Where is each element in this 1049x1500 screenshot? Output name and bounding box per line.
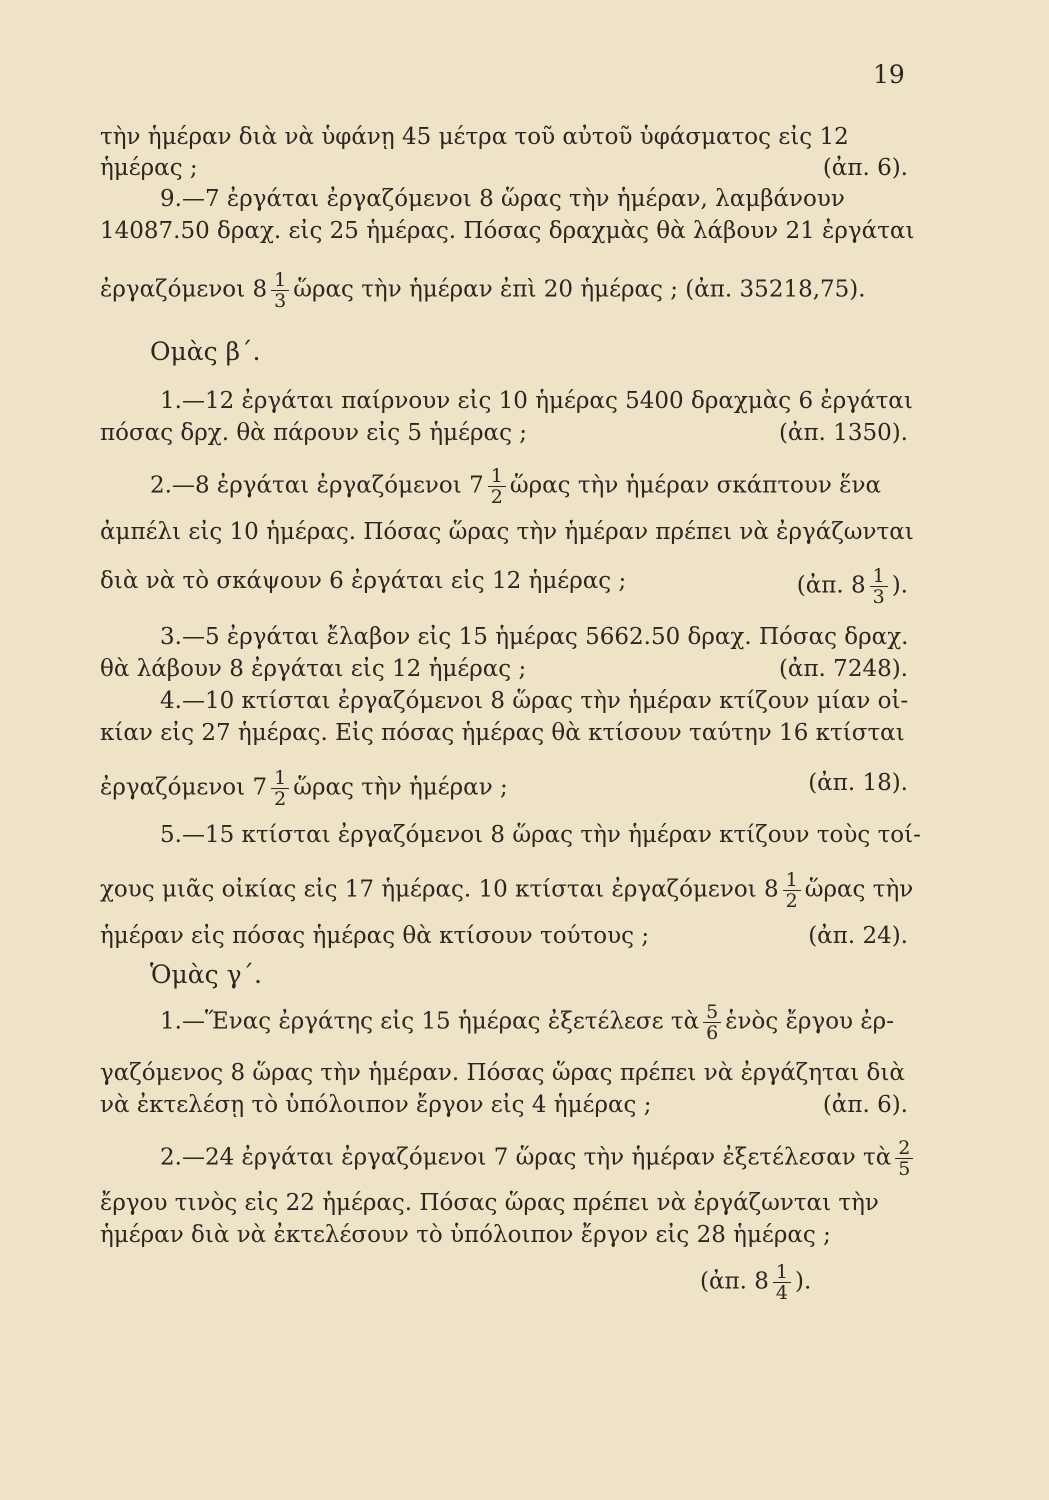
fraction: $\frac{1}{4}$ — [773, 1262, 791, 1303]
text-line: ἡμέραν εἰς πόσας ἡμέρας θὰ κτίσουν τούτους ; (ἀπ. 24). — [100, 923, 908, 949]
fraction: $\frac{2}{5}$ — [895, 1138, 913, 1179]
text-line: πόσας δρχ. θὰ πάρουν εἰς 5 ἡμέρας ; (ἀπ. 1350). — [100, 420, 908, 446]
fraction: $\frac{1}{2}$ — [488, 466, 506, 507]
text-line: νὰ ἐκτελέσῃ τὸ ὑπόλοιπον ἔργον εἰς 4 ἡμέρας ; (ἀπ. 6). — [100, 1092, 908, 1118]
fraction: $\frac{1}{2}$ — [271, 768, 289, 809]
text-line: ἐργαζόμενοι 7 $\frac{1}{2}$ ὥρας τὴν ἡμέραν ; (ἀπ. 18). — [100, 767, 908, 810]
text-line: 3.—5 ἐργάται ἔλαβον εἰς 15 ἡμέρας 5662.50 δραχ. Πόσας δραχ. — [160, 624, 909, 650]
text-line: 2.—8 ἐργάται ἐργαζόμενοι 7 $\frac{1}{2}$ ὥρας τὴν ἡμέραν σκάπτουν ἕνα — [150, 465, 882, 508]
text-line: ἐργαζόμενοι 8 $\frac{1}{3}$ ὥρας τὴν ἡμέραν ἐπὶ 20 ἡμέρας ; (ἀπ. 35218,75). — [100, 269, 866, 312]
text-line: (ἀπ. 8 $\frac{1}{4}$ ). — [700, 1261, 812, 1304]
text-line: ἡμέρας ; (ἀπ. 6). — [100, 155, 908, 181]
text-line: 9.—7 ἐργάται ἐργαζόμενοι 8 ὥρας τὴν ἡμέραν, λαμβάνουν — [160, 186, 845, 212]
text-line: γαζόμενος 8 ὥρας τὴν ἡμέραν. Πόσας ὥρας πρέπει νὰ ἐργάζηται διὰ — [100, 1060, 905, 1086]
text-line: διὰ νὰ τὸ σκάψουν 6 ἐργάται εἰς 12 ἡμέρας ; (ἀπ. 8 $\frac{1}{3}$ ). — [100, 565, 908, 608]
text-line: ἡμέραν διὰ νὰ ἐκτελέσουν τὸ ὑπόλοιπον ἔργον εἰς 28 ἡμέρας ; — [100, 1222, 831, 1248]
text-line: 2.—24 ἐργάται ἐργαζόμενοι 7 ὥρας τὴν ἡμέραν ἐξετέλεσαν τὰ $\frac{2}{5}$ — [160, 1138, 908, 1179]
section-heading-group-c: Ὁμὰς γ΄. — [150, 960, 262, 989]
fraction: $\frac{5}{6}$ — [703, 1002, 721, 1043]
fraction: $\frac{1}{3}$ — [271, 270, 289, 311]
text-line: ἔργου τινὸς εἰς 22 ἡμέρας. Πόσας ὥρας πρέπει νὰ ἐργάζωνται τὴν — [100, 1190, 879, 1216]
text-line: 14087.50 δραχ. εἰς 25 ἡμέρας. Πόσας δραχμὰς θὰ λάβουν 21 ἐργάται — [100, 218, 915, 244]
text-line: ἀμπέλι εἰς 10 ἡμέρας. Πόσας ὥρας τὴν ἡμέραν πρέπει νὰ ἐργάζωνται — [100, 519, 914, 545]
text-line: 1.—12 ἐργάται παίρνουν εἰς 10 ἡμέρας 5400 δραχμὰς 6 ἐργάται — [160, 388, 913, 414]
text-line: 1.—Ἕνας ἐργάτης εἰς 15 ἡμέρας ἐξετέλεσε τὰ $\frac{5}{6}$ ἑνὸς ἔργου ἐρ- — [160, 1001, 894, 1044]
text-line: 4.—10 κτίσται ἐργαζόμενοι 8 ὥρας τὴν ἡμέραν κτίζουν μίαν οἰ- — [160, 688, 909, 714]
text-line: τὴν ἡμέραν διὰ νὰ ὑφάνῃ 45 μέτρα τοῦ αὐτοῦ ὑφάσματος εἰς 12 — [100, 124, 849, 150]
page-number: 19 — [873, 60, 905, 89]
fraction: $\frac{1}{2}$ — [783, 870, 801, 911]
fraction: $\frac{1}{3}$ — [870, 566, 888, 607]
text-line: θὰ λάβουν 8 ἐργάται εἰς 12 ἡμέρας ; (ἀπ. 7248). — [100, 656, 908, 682]
text-line: χους μιᾶς οἰκίας εἰς 17 ἡμέρας. 10 κτίσται ἐργαζόμενοι 8 $\frac{1}{2}$ ὥρας τὴν — [100, 869, 914, 912]
section-heading-group-b: Ομὰς β΄. — [150, 337, 261, 366]
text-line: 5.—15 κτίσται ἐργαζόμενοι 8 ὥρας τὴν ἡμέραν κτίζουν τοὺς τοί- — [160, 822, 921, 848]
text-line: κίαν εἰς 27 ἡμέρας. Εἰς πόσας ἡμέρας θὰ κτίσουν ταύτην 16 κτίσται — [100, 720, 905, 746]
